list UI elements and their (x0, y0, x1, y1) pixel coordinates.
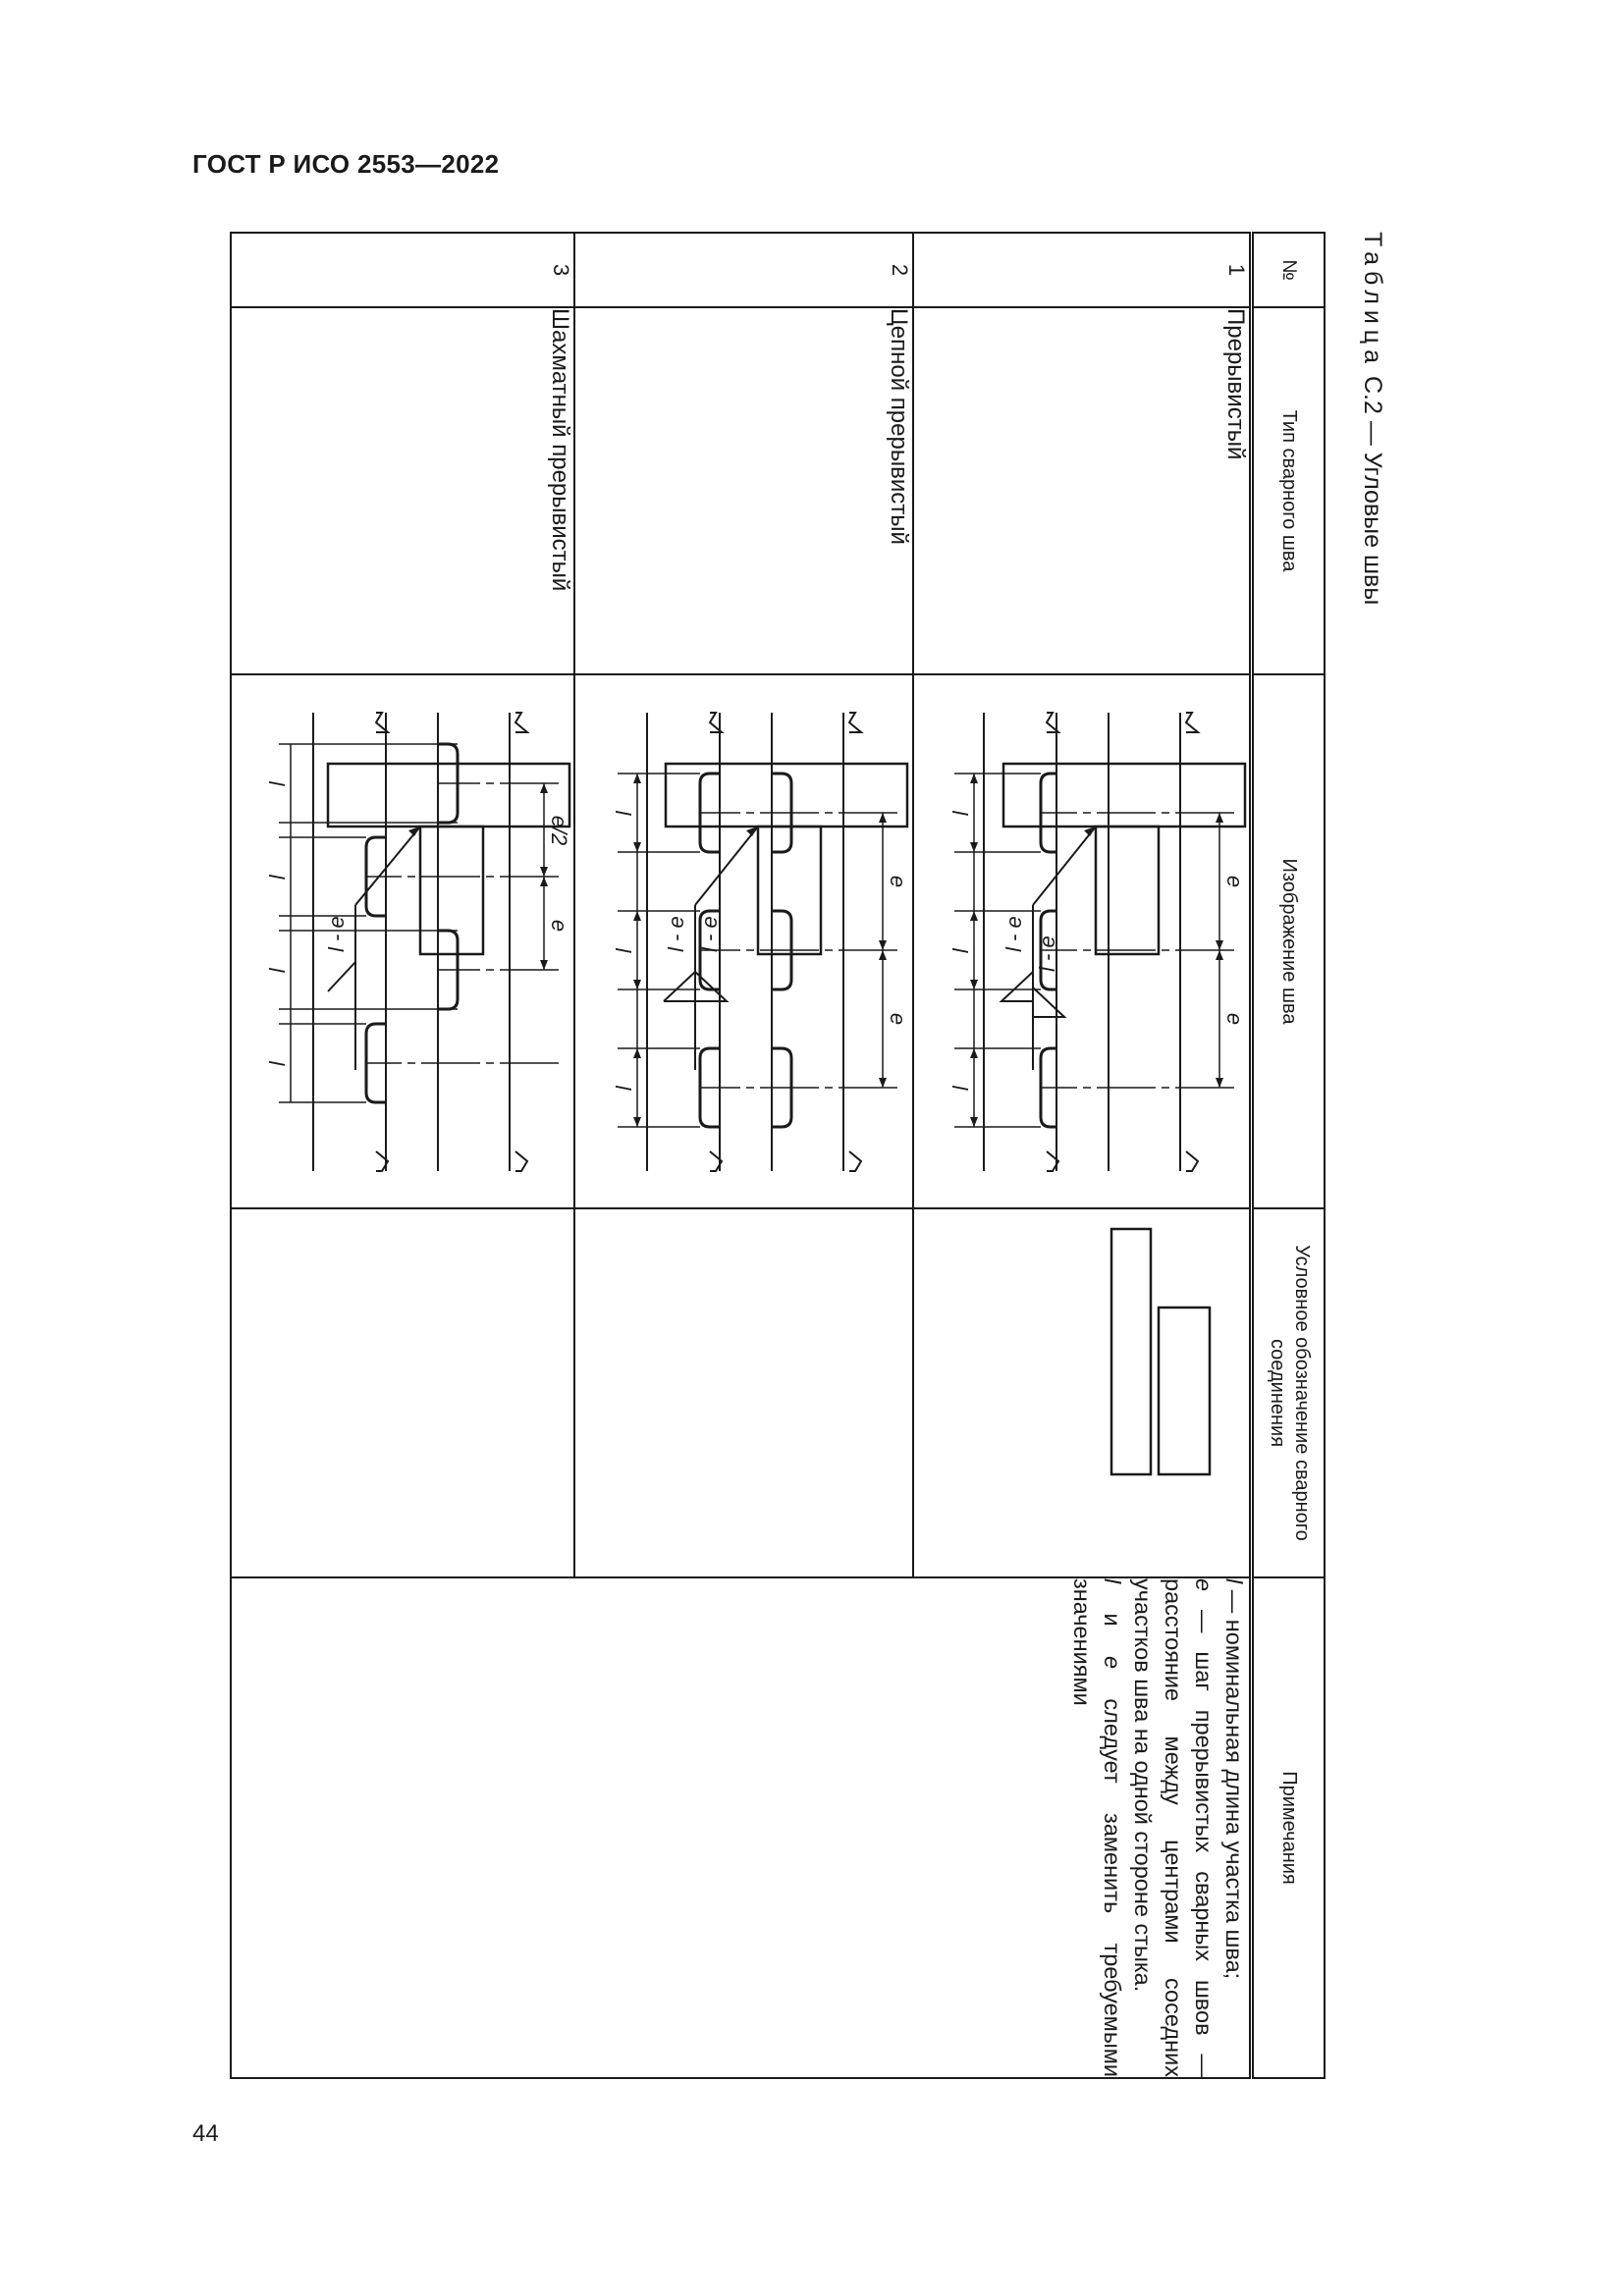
symbol-label-row3-lower: l - e (1035, 935, 1059, 972)
rotated-table-block (230, 232, 1386, 2077)
row-number: 2 (574, 233, 913, 307)
weld-type: Прерывистый (913, 307, 1252, 674)
dim-label-l: l (264, 967, 289, 973)
dim-label-e: e (886, 1012, 910, 1026)
note-text-3: следует заменить требуемыми значениями (1069, 1578, 1126, 2077)
col-header-num: № (1252, 233, 1325, 307)
symbol-label-row1: l - e (324, 916, 349, 952)
table-caption-text: С.2 — Угловые швы (1359, 375, 1386, 606)
dim-label-e: e (886, 875, 910, 888)
row-number: 3 (231, 233, 574, 307)
dim-label-l: l (947, 1085, 973, 1091)
weld-image-intermittent (911, 675, 1250, 1209)
dim-label-e: e (1222, 1012, 1248, 1026)
dim-label-l: l (264, 874, 289, 880)
symbol-label-row3-upper: l - e (1001, 916, 1026, 952)
note-symbol-e: e (1100, 1656, 1126, 1670)
note-line-2 (1127, 1578, 1218, 2077)
weld-image-cell (574, 674, 913, 1208)
weld-symbol-chain (573, 1209, 912, 1578)
col-header-type: Тип сварного шва (1252, 307, 1325, 674)
dim-label-e: e (1222, 875, 1248, 888)
note-symbol-l: l (1221, 1578, 1248, 1584)
note-line-1 (1218, 1578, 1249, 2077)
note-text-1: — номинальная длина участка шва; (1221, 1583, 1248, 1980)
col-header-image: Изображение шва (1252, 674, 1325, 1208)
weld-symbol-staggered (230, 1209, 573, 1578)
col-header-notes: Примечания (1252, 1577, 1325, 2078)
note-symbol-l: l (1100, 1578, 1126, 1584)
weld-type: Шахматный прерывистый (231, 307, 574, 674)
weld-symbol-intermittent (911, 1209, 1250, 1578)
dim-label-e-half: e/2 (547, 815, 571, 846)
symbol-label-row2-upper: l - e (664, 916, 688, 952)
document-header: ГОСТ Р ИСО 2553—2022 (192, 149, 500, 179)
dim-label-l: l (611, 947, 635, 953)
weld-symbol-cell (231, 1208, 574, 1577)
weld-symbol-cell (913, 1208, 1252, 1577)
dim-label-l: l (264, 1060, 289, 1066)
table-caption (1358, 232, 1386, 605)
table-header-row (1252, 233, 1325, 2078)
dim-label-l: l (611, 1085, 635, 1091)
weld-image-chain (573, 675, 912, 1209)
dim-label-e: e (547, 919, 571, 933)
table-row (913, 233, 1252, 2078)
weld-image-cell (231, 674, 574, 1208)
note-line-3 (1066, 1578, 1127, 2077)
page-number: 44 (192, 2120, 219, 2147)
notes-cell (231, 1577, 1252, 2078)
col-header-symbol: Условное обозначение сварного соединения (1252, 1208, 1325, 1577)
note-text-2: — шаг прерывистых сварных швов — расстояние между центрами соседних участков шва на одной стороне стыка. (1130, 1578, 1218, 2077)
welds-table (230, 232, 1326, 2079)
symbol-label-row2-lower: l - e (697, 916, 722, 952)
table-caption-prefix: Таблица (1359, 232, 1386, 370)
note-symbol-e: e (1191, 1578, 1218, 1592)
weld-type: Цепной прерывистый (574, 307, 913, 674)
dim-label-l: l (947, 810, 973, 816)
dim-label-l: l (947, 947, 973, 953)
weld-image-staggered (230, 675, 573, 1209)
row-number: 1 (913, 233, 1252, 307)
dim-label-l: l (611, 810, 635, 816)
note-text-mid: и (1100, 1583, 1126, 1657)
weld-image-cell (913, 674, 1252, 1208)
weld-symbol-cell (574, 1208, 913, 1577)
dim-label-l: l (264, 780, 289, 786)
